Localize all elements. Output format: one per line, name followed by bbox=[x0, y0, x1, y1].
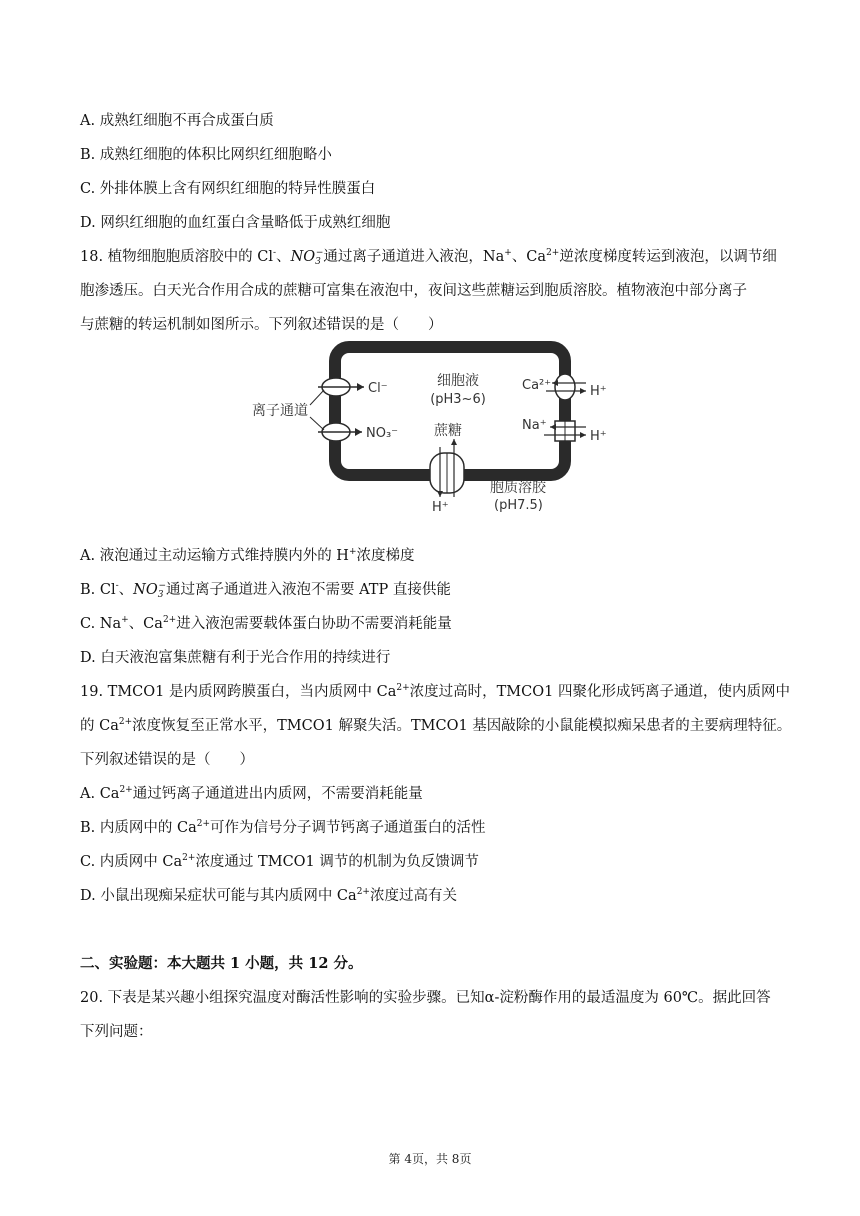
q18-stem-line2: 胞渗透压。白天光合作用合成的蔗糖可富集在液泡中，夜间这些蔗糖运到胞质溶胶。植物液泡中部分离子 bbox=[80, 283, 747, 299]
q17-option-c: C. 外排体膜上含有网织红细胞的特异性膜蛋白 bbox=[80, 181, 376, 197]
q20-stem-line2: 下列问题： bbox=[80, 1024, 153, 1040]
vacuole-ph: (pH3~6) bbox=[430, 392, 486, 407]
q19-stem-line1: 19. TMCO1 是内质网跨膜蛋白，当内质网中 $Ca^{2+}$浓度过高时，TMCO1 四聚化形成钙离子通道，使内质网中 bbox=[80, 683, 790, 700]
na-label: Na⁺ bbox=[522, 418, 547, 433]
q19-option-c: C. 内质网中 $Ca^{2+}$浓度通过 TMCO1 调节的机制为负反馈调节 bbox=[80, 853, 479, 870]
q20-stem-line1: 20. 下表是某兴趣小组探究温度对酶活性影响的实验步骤。已知α-淀粉酶作用的最适温度为 60℃。据此回答 bbox=[80, 990, 771, 1006]
ion-channel-label: 离子通道 bbox=[252, 403, 308, 419]
no3-label: NO₃⁻ bbox=[366, 426, 399, 441]
sucrose-label: 蔗糖 bbox=[434, 423, 462, 439]
h-na-label: H⁺ bbox=[590, 429, 607, 444]
ca-h-antiporter bbox=[546, 374, 586, 400]
vacuole-label: 细胞液 bbox=[437, 373, 479, 389]
cytosol-label: 胞质溶胶 bbox=[490, 480, 546, 496]
h-ca-label: H⁺ bbox=[590, 384, 607, 399]
section-heading: 二、实验题：本大题共 1 小题，共 12 分。 bbox=[80, 955, 363, 972]
sucrose-h-transporter bbox=[430, 439, 464, 497]
q19-option-b: B. 内质网中的 $Ca^{2+}$可作为信号分子调节钙离子通道蛋白的活性 bbox=[80, 819, 486, 836]
cytosol-ph: (pH7.5) bbox=[494, 498, 543, 513]
q18-stem-line1: 18. 植物细胞胞质溶胶中的 Cl-、$NO_3^-$通过离子通道进入液泡，Na+、$Ca^{2+}$逆浓度梯度转运到液泡，以调节细 bbox=[80, 248, 777, 267]
q18-stem-line3: 与蔗糖的转运机制如图所示。下列叙述错误的是（ ） bbox=[80, 317, 443, 333]
cl-channel bbox=[318, 378, 364, 396]
q19-option-a: A. $Ca^{2+}$通过钙离子通道进出内质网，不需要消耗能量 bbox=[80, 785, 423, 802]
q18-option-a: A. 液泡通过主动运输方式维持膜内外的 H+浓度梯度 bbox=[80, 547, 415, 564]
na-h-antiporter bbox=[544, 421, 586, 441]
h-bottom-label: H⁺ bbox=[432, 500, 449, 515]
q19-stem-line3: 下列叙述错误的是（ ） bbox=[80, 752, 254, 768]
q18-option-c: C. Na+、$Ca^{2+}$进入液泡需要载体蛋白协助不需要消耗能量 bbox=[80, 615, 452, 632]
q19-stem-line2: 的 $Ca^{2+}$浓度恢复至正常水平，TMCO1 解聚失活。TMCO1 基因敲除的小鼠能模拟痴呆患者的主要病理特征。 bbox=[80, 717, 792, 734]
page-footer: 第 4页，共 8页 bbox=[388, 1152, 472, 1166]
q17-option-d: D. 网织红细胞的血红蛋白含量略低于成熟红细胞 bbox=[80, 215, 391, 231]
q18-option-b: B. Cl-、$NO_3^-$通过离子通道进入液泡不需要 ATP 直接供能 bbox=[80, 581, 451, 600]
q18-option-d: D. 白天液泡富集蔗糖有利于光合作用的持续进行 bbox=[80, 650, 391, 666]
ca-label: Ca²⁺ bbox=[522, 378, 552, 393]
q17-option-a: A. 成熟红细胞不再合成蛋白质 bbox=[80, 113, 274, 129]
q19-option-d: D. 小鼠出现痴呆症状可能与其内质网中 $Ca^{2+}$浓度过高有关 bbox=[80, 887, 457, 904]
no3-channel bbox=[318, 423, 362, 441]
cl-label: Cl⁻ bbox=[368, 381, 388, 396]
q17-option-b: B. 成熟红细胞的体积比网织红细胞略小 bbox=[80, 147, 332, 163]
vacuole-transport-diagram bbox=[240, 335, 620, 515]
